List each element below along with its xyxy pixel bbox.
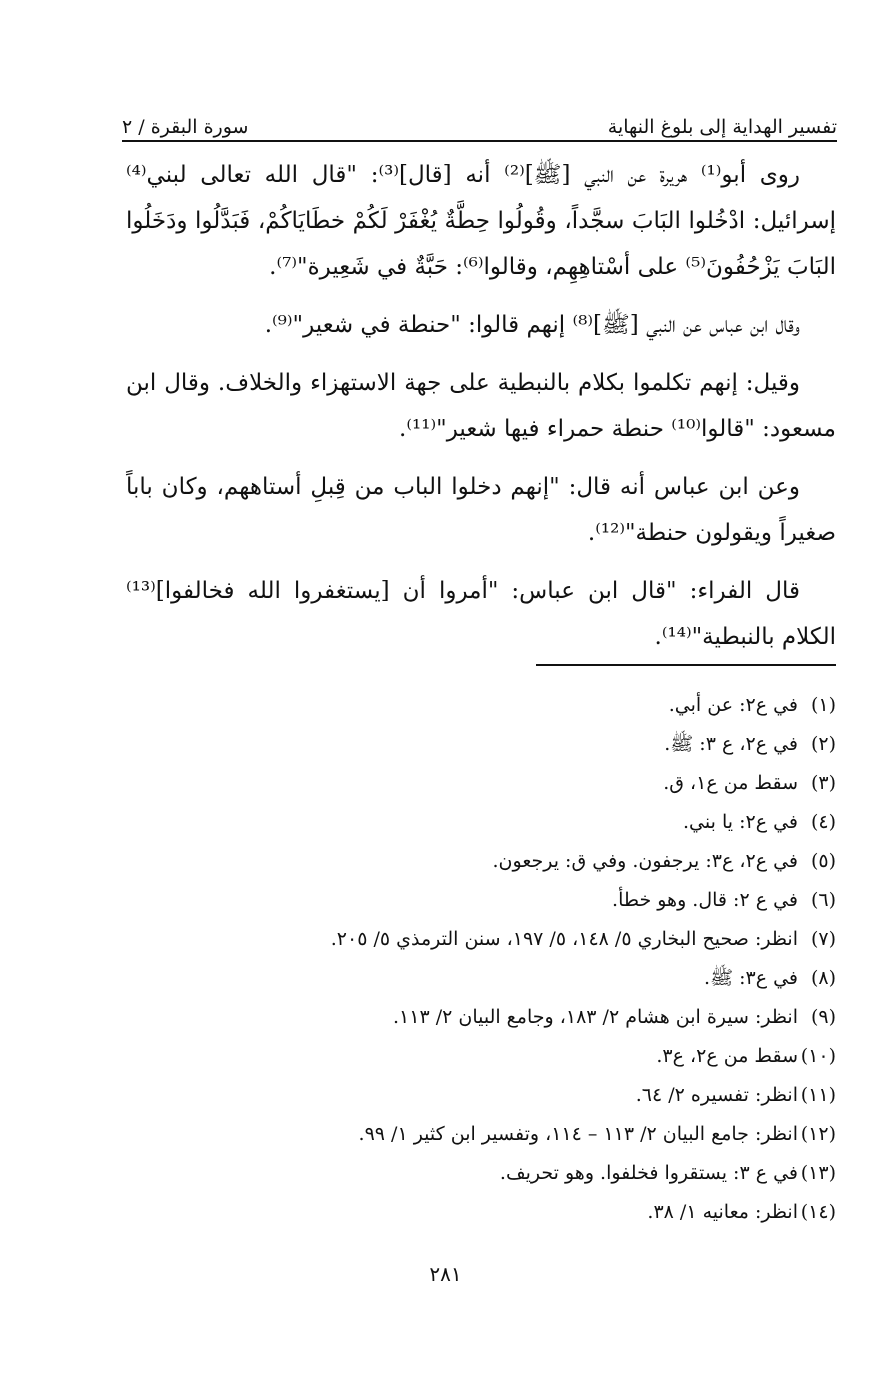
paragraph: روى أبو⁽¹⁾ هريرة عن النبي [ﷺ]⁽²⁾ أنه [قال]⁽³⁾: "قال الله تعالى لبني⁽⁴⁾ إسرائيل: ادْخُلوا البَابَ سجَّداً، وقُولُوا حِطَّةٌ يُغْفَرْ لَكُمْ خطَايَاكُمْ، فَبَدَّلُوا ودَخَلُوا البَابَ يَزْحُفُونَ⁽⁵⁾ على أسْتاهِهِم، وقالوا⁽⁶⁾: حَبَّةٌ في شَعِيرة"⁽⁷⁾. — [126, 162, 836, 280]
footnote-text: سقط من ع١، ق. — [663, 772, 798, 794]
footnote-text: انظر: سيرة ابن هشام ٢/ ١٨٣، وجامع البيان ٢/ ١١٣. — [392, 1006, 798, 1028]
footnote-item — [200, 1076, 836, 1115]
footnote-item — [200, 686, 836, 725]
surah-label: سورة البقرة / ٢ — [122, 116, 249, 138]
footnote-text: في ع٢، ع ٣: ﷺ. — [664, 733, 798, 755]
footnote-number: (٨) — [810, 967, 836, 989]
footnote-item — [200, 1115, 836, 1154]
footnote-number: (١٤) — [800, 1201, 836, 1223]
footnote-item — [200, 1193, 836, 1232]
page-number: ٢٨١ — [429, 1262, 462, 1286]
footnote-text: في ع٢: يا بني. — [683, 811, 798, 833]
footnote-text: سقط من ع٢، ع٣. — [656, 1045, 798, 1067]
footnote-divider — [536, 664, 836, 666]
footnote-number: (١) — [810, 694, 836, 716]
running-header — [122, 98, 837, 138]
footnote-item — [200, 803, 836, 842]
footnote-text: انظر: معانيه ١/ ٣٨. — [647, 1201, 798, 1223]
footnote-item — [200, 881, 836, 920]
footnotes-list — [200, 686, 836, 1232]
footnote-number: (١٢) — [800, 1123, 836, 1145]
footnote-item — [200, 1154, 836, 1193]
footnote-text: انظر: جامع البيان ٢/ ١١٣ – ١١٤، وتفسير ابن كثير ١/ ٩٩. — [358, 1123, 798, 1145]
footnote-number: (١١) — [800, 1084, 836, 1106]
footnote-number: (٣) — [810, 772, 836, 794]
footnote-item — [200, 842, 836, 881]
footnote-number: (١٣) — [800, 1162, 836, 1184]
footnote-number: (٩) — [810, 1006, 836, 1028]
main-text — [126, 152, 836, 672]
footnote-item — [200, 920, 836, 959]
footnote-text: في ع ٢: قال. وهو خطأ. — [612, 889, 798, 911]
paragraph: وعن ابن عباس أنه قال: "إنهم دخلوا الباب من قِبلِ أستاههم، وكان باباً صغيراً ويقولون حنطة"⁽¹²⁾. — [126, 474, 836, 546]
footnote-number: (٢) — [810, 733, 836, 755]
paragraph: وقيل: إنهم تكلموا بكلام بالنبطية على جهة الاستهزاء والخلاف. وقال ابن مسعود: "قالوا⁽¹⁰⁾ حنطة حمراء فيها شعير"⁽¹¹⁾. — [126, 370, 836, 442]
footnote-text: في ع٢، ع٣: يرجفون. وفي ق: يرجعون. — [492, 850, 798, 872]
footnote-number: (١٠) — [800, 1045, 836, 1067]
footnote-item — [200, 725, 836, 764]
footnote-item — [200, 959, 836, 998]
footnote-text: انظر: تفسيره ٢/ ٦٤. — [635, 1084, 798, 1106]
paragraph: قال الفراء: "قال ابن عباس: "أمروا أن [يستغفروا الله فخالفوا]⁽¹³⁾ الكلام بالنبطية"⁽¹⁴⁾. — [126, 578, 836, 650]
book-title: تفسير الهداية إلى بلوغ النهاية — [607, 116, 837, 138]
footnote-item — [200, 764, 836, 803]
footnote-number: (٤) — [810, 811, 836, 833]
paragraph: وقال ابن عباس عن النبي [ﷺ]⁽⁸⁾ إنهم قالوا: "حنطة في شعير"⁽⁹⁾. — [264, 312, 800, 338]
footnote-item — [200, 1037, 836, 1076]
footnote-number: (٥) — [810, 850, 836, 872]
footnote-text: في ع٣: ﷺ. — [704, 967, 798, 989]
footnote-text: في ع٢: عن أبي. — [668, 694, 798, 716]
footnote-text: في ع ٣: يستقروا فخلفوا. وهو تحريف. — [499, 1162, 798, 1184]
header-divider — [122, 140, 837, 142]
footnote-number: (٧) — [810, 928, 836, 950]
footnote-item — [200, 998, 836, 1037]
footnote-number: (٦) — [810, 889, 836, 911]
footnote-text: انظر: صحيح البخاري ٥/ ١٤٨، ٥/ ١٩٧، سنن الترمذي ٥/ ٢٠٥. — [330, 928, 798, 950]
